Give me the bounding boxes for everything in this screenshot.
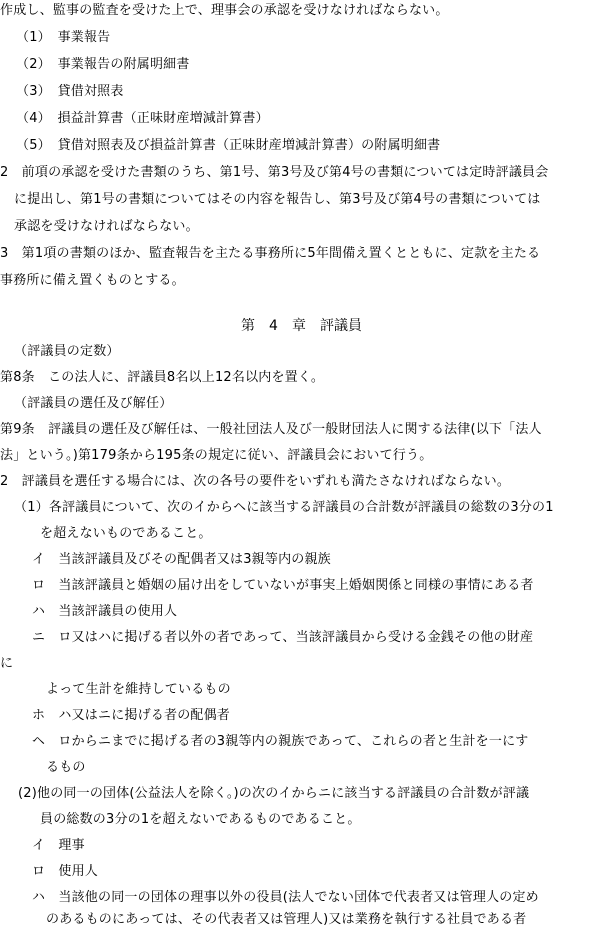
list-item-cont: を超えないものであること。 [40, 526, 212, 541]
list-item: （1）各評議員について、次のイからヘに該当する評議員の合計数が評議員の総数の3分の1 [14, 500, 554, 515]
list-item: （1） 事業報告 [16, 30, 111, 45]
sub-item-cont: のあるものにあっては、その代表者又は管理人)又は業務を執行する社員である者 [46, 912, 527, 927]
paragraph-line: 事務所に備え置くものとする。 [0, 273, 185, 288]
article-line: 法」という。)第179条から195条の規定に従い、評議員会において行う。 [0, 448, 433, 463]
list-item-cont: 員の総数の3分の1を超えないであるものであること。 [40, 812, 361, 827]
paragraph-line: 作成し、監事の監査を受けた上で、理事会の承認を受けなければならない。 [0, 3, 449, 18]
paragraph-line: 3 第1項の書類のほか、監査報告を主たる事務所に5年間備え置くとともに、定款を主たる [0, 246, 541, 261]
sub-item: ホ ハ又はニに掲げる者の配偶者 [32, 708, 231, 723]
paragraph-line: 2 前項の承認を受けた書類のうち、第1号、第3号及び第4号の書類については定時評議員会 [0, 165, 549, 180]
sub-item-cont: に [0, 656, 14, 671]
list-item: （2） 事業報告の附属明細書 [16, 57, 190, 72]
sub-item-cont: よって生計を維持しているもの [46, 682, 231, 697]
sub-item: イ 理事 [32, 838, 85, 853]
article-caption: （評議員の定数） [14, 344, 120, 359]
list-item: （3） 貸借対照表 [16, 84, 124, 99]
list-item: （4） 損益計算書（正味財産増減計算書） [16, 111, 269, 126]
sub-item: ハ 当該評議員の使用人 [32, 604, 178, 619]
list-item: (2)他の同一の団体(公益法人を除く。)の次のイからニに該当する評議員の合計数が評議 [18, 786, 530, 801]
sub-item: ニ ロ又はハに掲げる者以外の者であって、当該評議員から受ける金銭その他の財産 [32, 630, 534, 645]
paragraph-line: 2 評議員を選任する場合には、次の各号の要件をいずれも満たさなければならない。 [0, 474, 511, 489]
sub-item: ヘ ロからニまでに掲げる者の3親等内の親族であって、これらの者と生計を一にす [32, 734, 529, 749]
sub-item-cont: るもの [46, 760, 86, 775]
list-item: （5） 貸借対照表及び損益計算書（正味財産増減計算書）の附属明細書 [16, 138, 441, 153]
sub-item: ハ 当該他の同一の団体の理事以外の役員(法人でない団体で代表者又は管理人の定め [32, 890, 539, 905]
sub-item: イ 当該評議員及びその配偶者又は3親等内の親族 [32, 552, 331, 567]
article-caption: （評議員の選任及び解任） [14, 396, 173, 411]
paragraph-line: に提出し、第1号の書類についてはその内容を報告し、第3号及び第4号の書類については [14, 192, 541, 207]
article-line: 第9条 評議員の選任及び解任は、一般社団法人及び一般財団法人に関する法律(以下「法人 [0, 422, 542, 437]
paragraph-line: 承認を受けなければならない。 [14, 219, 199, 234]
sub-item: ロ 使用人 [32, 864, 99, 879]
chapter-heading: 第 4 章 評議員 [241, 318, 362, 334]
article-line: 第8条 この法人に、評議員8名以上12名以内を置く。 [0, 370, 325, 385]
sub-item: ロ 当該評議員と婚姻の届け出をしていないが事実上婚姻関係と同様の事情にある者 [32, 578, 534, 593]
